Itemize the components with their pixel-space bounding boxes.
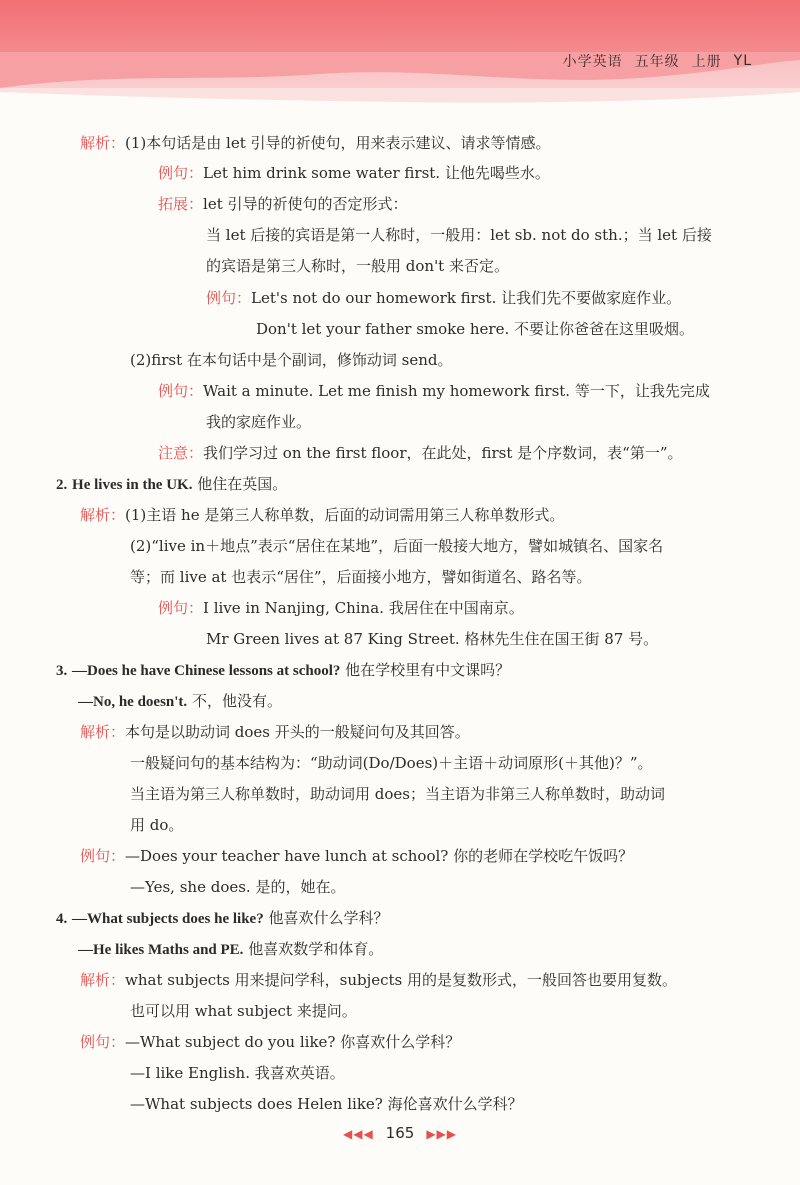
analysis-label: 解析： (80, 506, 126, 524)
header-subject: 小学英语 (562, 54, 623, 70)
answer-english: —He likes Maths and PE. (78, 942, 244, 958)
example-label: 例句： (158, 382, 204, 400)
question-4 (56, 908, 389, 929)
example-text: Let him drink some water first. 让他先喝些水。 (203, 164, 550, 182)
question-chinese: 他在学校里有中文课吗？ (340, 661, 511, 679)
left-arrows-icon: ◀◀◀ (342, 1127, 374, 1141)
line-text-l17: Mr Green lives at 87 King Street. 格林先生住在国王街 87 号。 (206, 630, 659, 648)
line-text-l23: 用 do。 (130, 816, 184, 834)
example-label: 例句： (158, 164, 204, 182)
question-2 (56, 474, 287, 495)
answer-english: —No, he doesn't. (78, 694, 188, 710)
analysis-text: 本句是以助动词 does 开头的一般疑问句及其回答。 (125, 723, 470, 741)
line-analysis-3 (80, 722, 470, 742)
line-example-5 (80, 846, 633, 866)
line-analysis-4 (80, 970, 677, 990)
line-text-l4: 当 let 后接的宾语是第一人称时，一般用：let sb. not do sth.；当 let 后接 (206, 226, 712, 244)
line-text-l31: —I like English. 我喜欢英语。 (130, 1064, 345, 1082)
line-analysis-2 (80, 505, 564, 525)
example-text: I live in Nanjing, China. 我居住在中国南京。 (203, 599, 524, 617)
expand-label: 拓展： (158, 195, 204, 213)
expand-text: let 引导的祈使句的否定形式： (203, 195, 408, 213)
line-example-3 (158, 381, 710, 401)
question-english: —Does he have Chinese lessons at school? (72, 663, 341, 679)
example-text: —Does your teacher have lunch at school? 你的老师在学校吃午饭吗？ (125, 847, 634, 865)
header-edition: YL (733, 53, 752, 69)
line-example-4 (158, 598, 524, 618)
analysis-label: 解析： (80, 723, 126, 741)
example-label: 例句： (158, 599, 204, 617)
example-text: Wait a minute. Let me finish my homework first. 等一下，让我先完成 (203, 382, 710, 400)
line-note (158, 443, 683, 463)
page-number: 165 (385, 1124, 415, 1142)
example-text: Let's not do our homework first. 让我们先不要做家庭作业。 (251, 289, 682, 307)
analysis-text: (1)主语 he 是第三人称单数，后面的动词需用第三人称单数形式。 (125, 506, 565, 524)
header-volume: 上册 (691, 54, 722, 70)
line-text-l8: (2)first 在本句话中是个副词，修饰动词 send。 (130, 351, 453, 369)
example-text: —What subject do you like? 你喜欢什么学科？ (125, 1033, 461, 1051)
note-label: 注意： (158, 444, 204, 462)
note-text: 我们学习过 on the first floor，在此处，first 是个序数词，表“第一”。 (203, 444, 683, 462)
line-text-l29: 也可以用 what subject 来提问。 (130, 1002, 357, 1020)
answer-chinese: 不，他没有。 (187, 692, 282, 710)
line-example-2 (206, 288, 681, 308)
question-english: —What subjects does he like? (72, 911, 264, 927)
line-expand (158, 194, 408, 214)
example-label: 例句： (206, 289, 252, 307)
question-number: 4. (56, 911, 68, 927)
example-label: 例句： (80, 847, 126, 865)
line-analysis-1 (80, 133, 551, 153)
analysis-text: (1)本句话是由 let 引导的祈使句，用来表示建议、请求等情感。 (125, 134, 551, 152)
line-text-l10: 我的家庭作业。 (206, 413, 312, 431)
line-text-l5: 的宾语是第三人称时，一般用 don't 来否定。 (206, 257, 509, 275)
page-footer (0, 1124, 800, 1142)
line-example-6 (80, 1032, 460, 1052)
line-example-1 (158, 163, 550, 183)
line-text-l32: —What subjects does Helen like? 海伦喜欢什么学科？ (130, 1095, 523, 1113)
header-grade: 五年级 (634, 54, 680, 70)
line-text-l25: —Yes, she does. 是的，她在。 (130, 878, 346, 896)
question-number: 3. (56, 663, 68, 679)
question-4-answer (78, 939, 383, 960)
line-text-l21: 一般疑问句的基本结构为：“助动词(Do/Does)＋主语＋动词原形(＋其他)？”。 (130, 754, 653, 772)
question-chinese: 他住在英国。 (192, 475, 288, 493)
question-english: He lives in the UK. (72, 477, 193, 493)
right-arrows-icon: ▶▶▶ (426, 1127, 457, 1141)
question-3-answer (78, 691, 282, 712)
header-book-info (563, 50, 752, 72)
analysis-text: what subjects 用来提问学科，subjects 用的是复数形式，一般回答也要用复数。 (125, 971, 678, 989)
question-number: 2. (56, 477, 68, 493)
analysis-label: 解析： (80, 971, 126, 989)
line-text-l22: 当主语为第三人称单数时，助动词用 does；当主语为非第三人称单数时，助动词 (130, 785, 665, 803)
line-text-l15: 等；而 live at 也表示“居住”，后面接小地方，譬如街道名、路名等。 (130, 568, 592, 586)
question-3 (56, 660, 510, 681)
line-text-l7: Don't let your father smoke here. 不要让你爸爸在这里吸烟。 (256, 320, 695, 338)
line-text-l14: (2)“live in＋地点”表示“居住在某地”，后面一般接大地方，譬如城镇名、国家名 (130, 537, 664, 555)
answer-chinese: 他喜欢数学和体育。 (243, 940, 384, 958)
question-chinese: 他喜欢什么学科？ (263, 909, 389, 927)
example-label: 例句： (80, 1033, 126, 1051)
analysis-label: 解析： (80, 134, 126, 152)
